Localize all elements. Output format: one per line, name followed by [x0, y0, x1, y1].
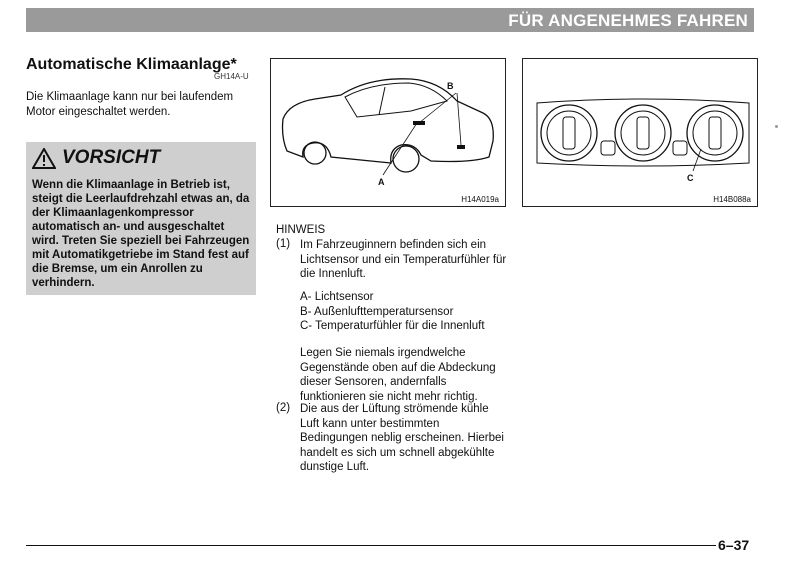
sensor-item: C- Temperaturfühler für die Innenluft — [300, 320, 485, 332]
note-heading: HINWEIS — [276, 224, 326, 236]
note-item: Die aus der Lüftung strömende kühle Luft kann unter bestimmten Bedingungen neblig erscheinen. Hierbei handelt es sich um schnell abgekühlte dunstige Luft. — [300, 403, 504, 473]
chapter-title: FÜR ANGENEHMES FAHREN — [508, 11, 748, 30]
page-number: 6–37 — [718, 537, 750, 553]
sensor-list — [300, 290, 510, 334]
knob-right — [687, 105, 743, 161]
note-number: (1) — [276, 238, 291, 250]
label-b: B — [447, 81, 454, 91]
scan-speck — [775, 125, 778, 128]
figure-car-sensors — [270, 58, 506, 207]
label-a: A — [378, 177, 385, 187]
figure-code: H14A019a — [461, 195, 499, 204]
note-item: Im Fahrzeuginnern befinden sich ein Lichtsensor und ein Temperaturfühler für die Innenluft. — [300, 239, 507, 280]
note-number: (2) — [276, 402, 291, 414]
caution-text: Wenn die Klimaanlage in Betrieb ist, steigt die Leerlaufdrehzahl etwas an, da der Klimaanlagenkompressor automatisch an- und ausgeschaltet wird. Treten Sie speziell bei Fahrzeugen mit Automatikgetriebe im Stand fest auf die Bremse, um ein Anrollen zu verhindern. — [32, 179, 250, 289]
sensor-item: A- Lichtsensor — [300, 291, 374, 303]
section-title: Automatische Klimaanlage* — [26, 56, 237, 73]
caution-title — [32, 147, 160, 169]
header-bar — [26, 8, 754, 32]
caution-title-text: VORSICHT — [62, 147, 161, 168]
figure-climate-panel — [522, 58, 758, 207]
warning-triangle-icon — [32, 148, 56, 169]
footer-rule — [26, 545, 716, 546]
car-illustration — [271, 59, 505, 206]
knob-middle — [615, 105, 671, 161]
control-panel-illustration — [523, 59, 757, 206]
label-c: C — [687, 173, 694, 183]
intro-text: Die Klimaanlage kann nur bei laufendem Motor eingeschaltet werden. — [26, 91, 234, 118]
section-code: GH14A-U — [214, 72, 249, 81]
sensor-item: B- Außenlufttemperatursensor — [300, 305, 454, 318]
knob-left — [541, 105, 597, 161]
sensor-warning: Legen Sie niemals irgendwelche Gegenstände oben auf die Abdeckung dieser Sensoren, andernfalls funktionieren sie nicht mehr richtig. — [300, 347, 496, 403]
figure-code: H14B088a — [713, 195, 751, 204]
caution-box — [26, 142, 256, 295]
